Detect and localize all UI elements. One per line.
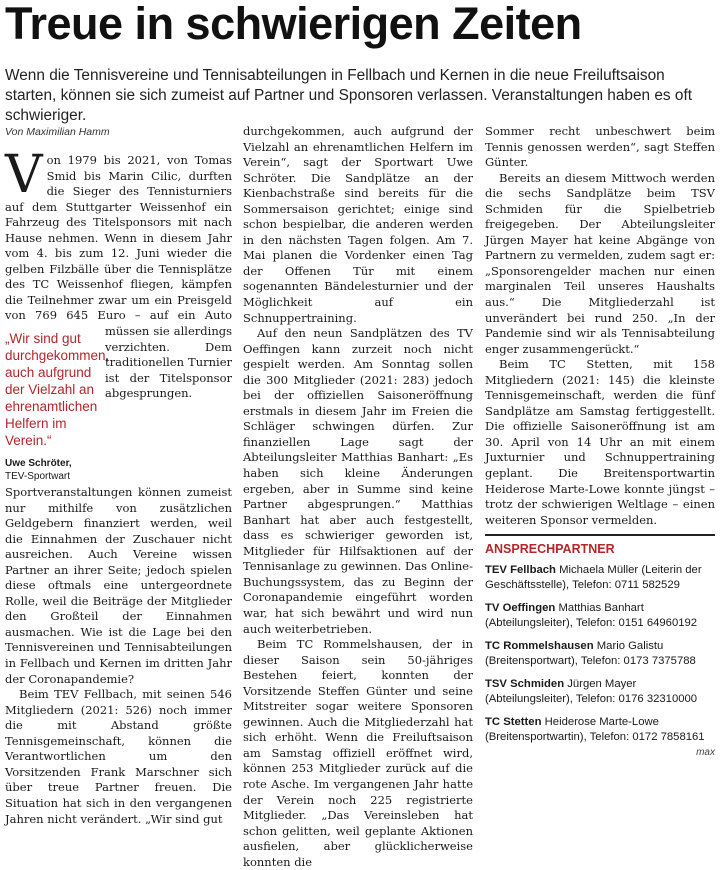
lead-paragraph: Wenn die Tennisvereine und Tennisabteilungen in Fellbach und Kernen in die neue Freiluftsaison starten, können sie sich zumeist auf Partner und Sponsoren verlassen. Veranstaltungen haben es oft schwieriger.	[5, 67, 693, 124]
headline: Treue in schwierigen Zeiten	[5, 0, 582, 49]
contact-details: Matthias Banhart (Abteilungsleiter), Telefon: 0151 64960192	[485, 602, 698, 630]
byline: Von Maximilian Hamm	[5, 126, 110, 138]
paragraph: Auf den neun Sandplätzen des TV Oeffingen kann zurzeit noch nicht gespielt werden. Am Sonntag sollen die 300 Mitglieder (2021: 283) jedoch bei der offiziellen Saisoneröffnung erstmals in diesem Jahr im Freien die Schläger schwingen dürfen. Zur finanziellen Lage sagt der Abteilungsleiter Matthias Banhart: „Es haben sich kleine Änderungen ergeben, aber in Summe sind keine Partner abgesprungen.“ Matthias Banhart hat aber auch festgestellt, dass es schwieriger geworden ist, Mitglieder für Hilfsaktionen auf der Tennisanlage zu gewinnen. Das Online-Buchungssystem, das zu Beginn der Coronapandemie eingeführt worden war, hat sich bewährt und wird nun auch weiterbetrieben.	[243, 326, 473, 636]
pull-quote-role: TEV-Sportwart	[5, 471, 71, 483]
paragraph: Bereits an diesem Mittwoch werden die sechs Sandplätze beim TSV Schmiden für die Spielbetrieb freigegeben. Der Abteilungsleiter Jürgen Mayer hat keine Abgänge von Partnern zu vermelden, zudem sagt er: „Sponsorengelder machen nur einen marginalen Teil unseres Haushalts aus.“ Die Mitgliederzahl ist unverändert bei rund 250. „In der Pandemie sind wir als Tennisabteilung enger zusammengerückt.“	[485, 170, 715, 356]
column-1	[5, 145, 232, 827]
intro-paragraph	[5, 145, 232, 687]
contact-details: Mario Galistu (Breitensportwart), Telefon: 0173 7375788	[485, 640, 696, 668]
intro-text: on 1979 bis 2021, von Tomas Smid bis Marin Cilic, durften die Sieger des Tennisturniers auf dem Stuttgarter Weissenhof ein Fahrzeug des Titelsponsors mit nach Hause nehmen. Wenn in diesem Jahr vom 4. bis zum 12. Juni wieder die gelben Filzbälle über die Tennisplätze des TC Weissenhof fliegen, kämpfen die Teilnehmer zwar um ein Preisgeld von 769 645 Euro – auf	[5, 153, 232, 323]
contact-details: Michaela Müller (Leiterin der Geschäftsstelle), Telefon: 0711 582529	[485, 564, 702, 592]
contact-item	[485, 601, 715, 631]
intro-text-continued: ein Auto müssen sie allerdings verzichten. Dem traditionellen Turnier ist der Titelsponsor abgesprungen. Sportveranstaltungen können zumeist nur mithilfe von zusätzlichen Geldgebern finanziert werden, weil die Einnahmen der Zuschauer nicht ausreichen. Auch Vereine wissen Partner an ihrer Seite; jedoch spielen diese oftmals eine untergeordnete Rolle, weil die Beiträge der Mitglieder den Großteil der Einnahmen ausmachen. Wie ist die Lage bei den Tennisvereinen und Tennisabteilungen in Fellbach und Kernen im dritten Jahr der Coronapandemie?	[5, 308, 232, 686]
contact-club: TSV Schmiden	[485, 678, 565, 691]
paragraph: Beim TEV Fellbach, mit seinen 546 Mitgliedern (2021: 526) noch immer die mit Abstand größte Tennisgemeinschaft, können die Verantwortlichen um den Vorsitzenden Frank Marschner sich über treue Partner freuen. Die Situation hat sich in den vergangenen Jahren nicht verändert. „Wir sind gut	[5, 687, 232, 826]
contact-club: TEV Fellbach	[485, 564, 556, 577]
contact-club: TV Oeffingen	[485, 602, 556, 615]
contact-item	[485, 639, 715, 669]
paragraph: Beim TC Rommelshausen, der in dieser Saison sein 50-jähriges Bestehen feiert, konnten der Vorsitzende Steffen Günter und seine Mitstreiter sogar weitere Sponsoren gewinnen. Auch die Mitgliederzahl hat sich erhöht. Wenn die Freiluftsaison am Samstag offiziell eröffnet wird, können 253 Mitglieder zurück auf die rote Asche. Im vergangenen Jahr hatte der Verein noch 225 registrierte Mitglieder. „Das Vereinsleben hat schon gelitten, weil geplante Aktionen ausfielen, aber glücklicherweise konnten die	[243, 637, 473, 869]
author-credit: max	[696, 747, 715, 759]
pull-quote	[5, 330, 110, 483]
contact-item	[485, 677, 715, 707]
pull-quote-text: „Wir sind gut durchgekommen, auch aufgrund der Vielzahl an ehrenamtlichen Helfern im Verein.“	[5, 331, 110, 449]
paragraph: Sommer recht unbeschwert beim Tennis genossen werden“, sagt Steffen Günter.	[485, 124, 715, 170]
column-3	[485, 124, 715, 760]
contact-item	[485, 563, 715, 593]
pull-quote-author: Uwe Schröter,	[5, 458, 72, 470]
contact-heading: ANSPRECHPARTNER	[485, 542, 615, 557]
contact-item	[485, 715, 715, 759]
paragraph: Beim TC Stetten, mit 158 Mitgliedern (2021: 145) die kleinste Tennisgemeinschaft, werden die fünf Sandplätze am Samstag fertiggestellt. Die offizielle Saisoneröffnung ist am 30. April von 14 Uhr an mit einem Juxturnier und Schnuppertraining geplant. Die Breitensportwartin Heiderose Marte-Lowe konnte jüngst – trotz der schwierigen Weltlage – einen weiteren Sponsor vermelden.	[485, 357, 715, 527]
contact-details: Jürgen Mayer (Abteilungsleiter), Telefon: 0176 32310000	[485, 678, 698, 706]
column-2	[243, 124, 473, 870]
contact-box	[485, 534, 715, 759]
contact-club: TC Rommelshausen	[485, 640, 594, 653]
contact-club: TC Stetten	[485, 716, 542, 729]
contact-details: Heiderose Marte-Lowe (Breitensportwartin), Telefon: 0172 7858161	[485, 716, 705, 744]
paragraph: durchgekommen, auch aufgrund der Vielzahl an ehrenamtlichen Helfern im Verein“, sagt der Sportwart Uwe Schröter. Die Sandplätze an der Kienbachstraße sind bereits für die Sommersaison gerichtet; einige sind schon bespielbar, die anderen werden in den nächsten Tagen folgen. Am 7. Mai planen die Vordenker einen Tag der Offenen Tür mit einem sogenannten Bändelesturnier und der Möglichkeit auf ein Schnuppertraining.	[243, 124, 473, 325]
drop-cap: V	[5, 145, 43, 205]
